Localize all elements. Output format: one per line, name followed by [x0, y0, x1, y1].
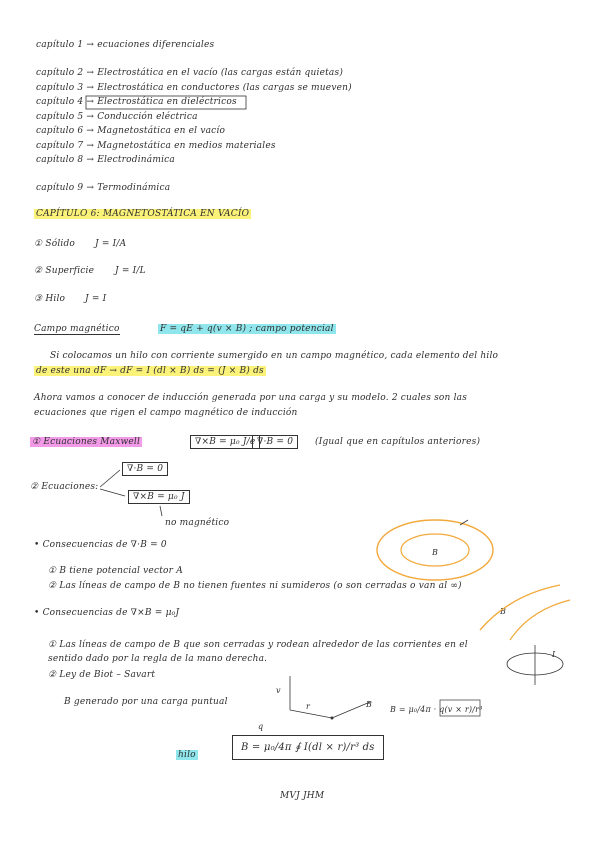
fig-b-label-1: B: [432, 548, 439, 557]
point-charge-label: B generado por una carga puntual: [64, 697, 228, 707]
consequence-2-title: • Consecuencias de ∇×B = μ₀J: [34, 608, 180, 618]
biot-savart-formula: B = μ₀/4π ∮ I(dl × r)/r³ ds: [232, 742, 384, 753]
curved-line-2: [510, 600, 570, 640]
index-line-8: capítulo 8 → Electrodinámica: [36, 155, 175, 165]
branch-eq-1: ∇·B = 0: [122, 464, 168, 474]
text-line-4: ecuaciones que rigen el campo magnético de inducción: [34, 408, 298, 418]
consequence-2-a: ① Las líneas de campo de B que son cerradas y rodean alrededor de las corrientes en el: [48, 640, 468, 650]
text-line-1: Si colocamos un hilo con corriente sumergido en un campo magnético, cada elemento del hilo: [50, 351, 499, 361]
vector-r: [290, 710, 332, 718]
maxwell-eq-2: ∇·B = 0: [252, 437, 298, 447]
fig-q-label: q: [258, 722, 264, 731]
consequence-2-a2: sentido dado por la regla de la mano derecha.: [48, 654, 268, 664]
surface-label: ② Superficie: [34, 266, 95, 276]
field-ring-outer: [377, 520, 493, 580]
text-line-3: Ahora vamos a conocer de inducción generada por una carga y su modelo. 2 cuales son las: [34, 393, 468, 403]
lorentz-equation: F = qE + q(v × B) ; campo potencial: [160, 324, 334, 334]
index-line-3: capítulo 3 → Electrostática en conductores (las cargas se mueven): [36, 83, 352, 93]
consequence-2-b: ② Ley de Biot – Savart: [48, 670, 156, 680]
chapter-4-box: [86, 96, 246, 109]
index-line-5: capítulo 5 → Conducción eléctrica: [36, 112, 198, 122]
text-line-2: de este una dF → dF = I (dl × B) ds = (J × B) ds: [36, 366, 264, 376]
signature: MVJ JHM: [280, 791, 325, 801]
branch-line-1: [100, 470, 120, 487]
maxwell-eq-1: ∇×B = μ₀ J/e: [190, 437, 260, 447]
fig-i-label: I: [552, 650, 556, 659]
branch-eq-2: ∇×B = μ₀ J: [128, 492, 190, 502]
consequence-1-a: ① B tiene potencial vector A: [48, 566, 183, 576]
vector-b: [332, 700, 373, 718]
branch-arrow: [160, 506, 162, 516]
consequence-1-b: ② Las líneas de campo de B no tienen fuentes ni sumideros (o son cerradas o van al ∞): [48, 581, 462, 591]
index-line-4: capítulo 4 → Electrostática en dieléctricos: [36, 97, 237, 107]
index-line-1: capítulo 1 → ecuaciones diferenciales: [36, 40, 215, 50]
fig-b-label-2: B: [500, 607, 507, 616]
maxwell-note: (Igual que en capítulos anteriores): [315, 437, 481, 447]
wire-label: ③ Hilo: [34, 294, 66, 304]
surface-equation: J = I/L: [115, 266, 146, 276]
side-formula-box: [440, 700, 480, 716]
field-point: [331, 717, 334, 720]
index-line-6: capítulo 6 → Magnetostática en el vacío: [36, 126, 226, 136]
branch-note: no magnético: [165, 518, 230, 528]
fig-b-label-3: B: [366, 700, 373, 709]
field-ring-inner: [401, 534, 469, 566]
wire-equation: J = I: [85, 294, 107, 304]
magnetic-field-label: Campo magnético: [34, 324, 120, 334]
consequence-1-title: • Consecuencias de ∇·B = 0: [34, 540, 167, 550]
fig-v-label: v: [276, 686, 281, 695]
solid-equation: J = I/A: [95, 239, 127, 249]
maxwell-label: ① Ecuaciones Maxwell: [32, 437, 141, 447]
branch-line-2: [100, 489, 125, 496]
index-line-2: capítulo 2 → Electrostática en el vacío (las cargas están quietas): [36, 68, 344, 78]
fig-r-label: r: [306, 702, 311, 711]
hilo-label: hilo: [178, 750, 196, 760]
index-line-9: capítulo 9 → Termodinámica: [36, 183, 171, 193]
equations-short-label: ② Ecuaciones:: [30, 482, 99, 492]
side-formula: B = μ₀/4π · q(v × r)/r³: [390, 705, 483, 714]
solid-label: ① Sólido: [34, 239, 76, 249]
section-title: CAPÍTULO 6: MAGNETOSTÁTICA EN VACÍO: [36, 209, 250, 219]
index-line-7: capítulo 7 → Magnetostática en medios materiales: [36, 141, 276, 151]
